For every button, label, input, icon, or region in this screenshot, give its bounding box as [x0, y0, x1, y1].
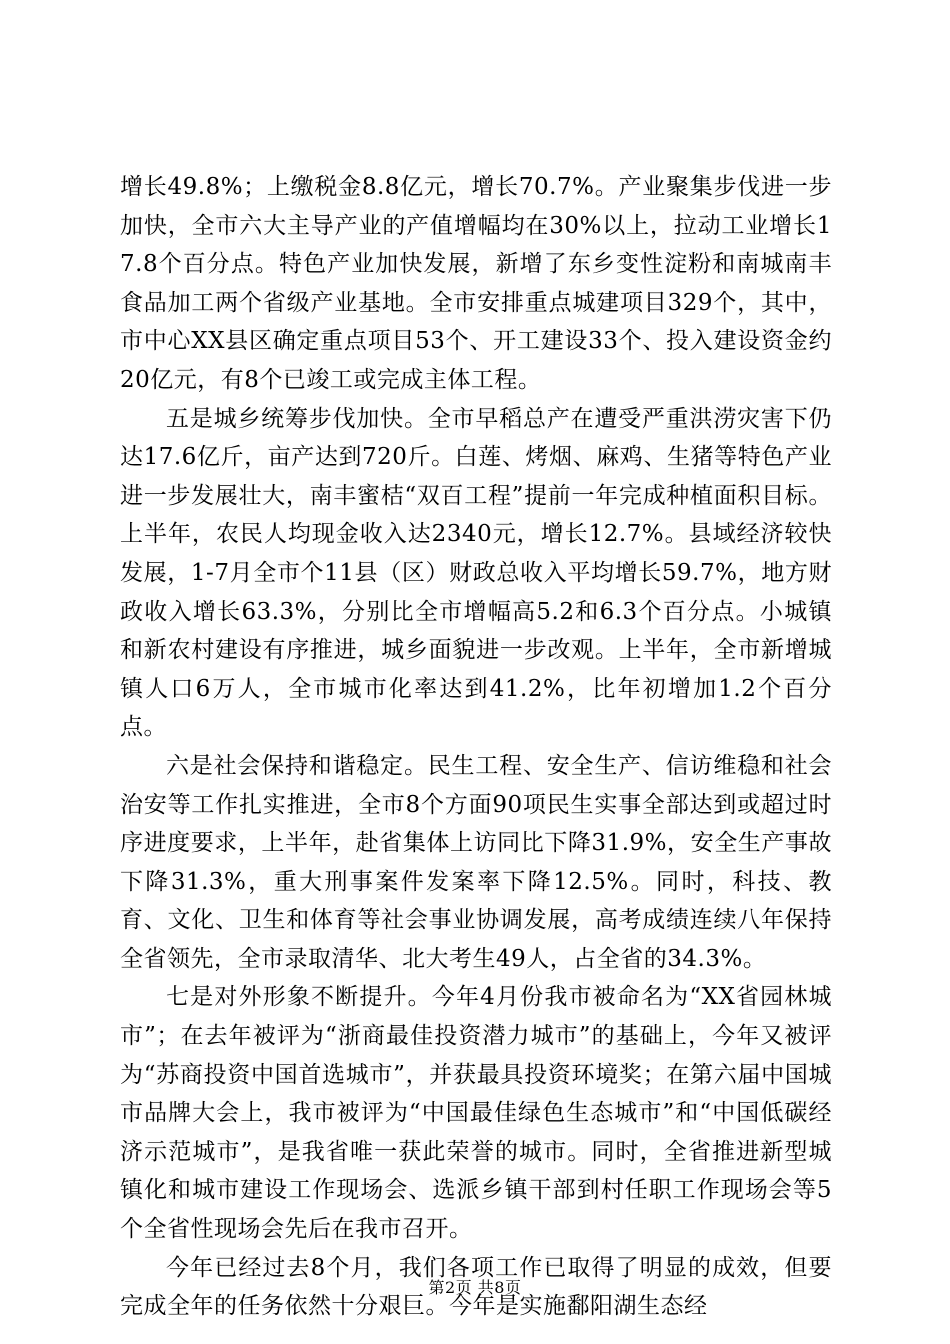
paragraph-external-image: 七是对外形象不断提升。今年4月份我市被命名为“XX省园林城市”；在去年被评为“浙商最佳投资潜力城市”的基础上，今年又被评为“苏商投资中国首选城市”，并获最具投资环境奖；在第六届中国城市品牌大会上，我市被评为“中国最佳绿色生态城市”和“中国低碳经济示范城市”，是我省唯一获此荣誉的城市。同时，全省推进新型城镇化和城市建设工作现场会、选派乡镇干部到村任职工作现场会等5个全省性现场会先后在我市召开。 — [120, 984, 832, 1243]
paragraph-continuation: 增长49.8%；上缴税金8.8亿元，增长70.7%。产业聚集步伐进一步加快，全市六大主导产业的产值增幅均在30%以上，拉动工业增长17.8个百分点。特色产业加快发展，新增了东乡变性淀粉和南城南丰食品加工两个省级产业基地。全市安排重点城建项目329个，其中，市中心XX县区确定重点项目53个、开工建设33个、投入建设资金约20亿元，有8个已竣工或完成主体工程。 — [120, 174, 832, 393]
paragraph-outlook: 今年已经过去8个月，我们各项工作已取得了明显的成效，但要完成全年的任务依然十分艰巨。今年是实施鄱阳湖生态经 — [120, 1254, 832, 1320]
paragraph-social-stability: 六是社会保持和谐稳定。民生工程、安全生产、信访维稳和社会治安等工作扎实推进，全市8个方面90项民生实事全部达到或超过时序进度要求，上半年，赴省集体上访同比下降31.9%，安全生产事故下降31.3%，重大刑事案件发案率下降12.5%。同时，科技、教育、文化、卫生和体育等社会事业协调发展，高考成绩连续八年保持全省领先，全市录取清华、北大考生49人，占全省的34.3%。 — [120, 752, 832, 972]
document-body — [120, 168, 832, 1326]
page-number-footer: 第2页 共8页 — [428, 1278, 522, 1297]
paragraph-urban-rural: 五是城乡统筹步伐加快。全市早稻总产在遭受严重洪涝灾害下仍达17.6亿斤，亩产达到720斤。白莲、烤烟、麻鸡、生猪等特色产业进一步发展壮大，南丰蜜桔“双百工程”提前一年完成种植面积目标。上半年，农民人均现金收入达2340元，增长12.7%。县域经济较快发展，1-7月全市个11县（区）财政总收入平均增长59.7%，地方财政收入增长63.3%，分别比全市增幅高5.2和6.3个百分点。小城镇和新农村建设有序推进，城乡面貌进一步改观。上半年，全市新增城镇人口6万人，全市城市化率达到41.2%，比年初增加1.2个百分点。 — [120, 405, 832, 741]
